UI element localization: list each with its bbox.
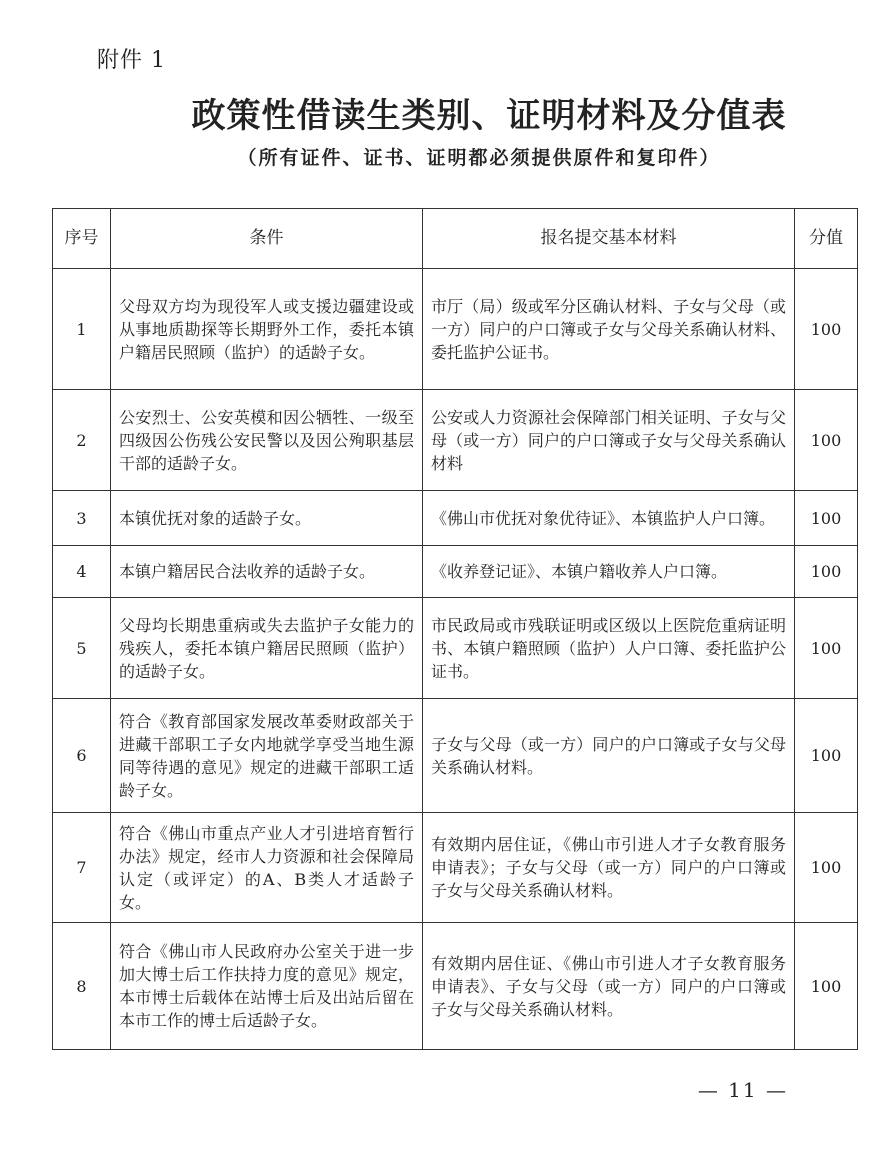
row-score: 100 xyxy=(795,813,858,923)
row-number: 3 xyxy=(53,491,111,546)
row-condition: 父母均长期患重病或失去监护子女能力的残疾人，委托本镇户籍居民照顾（监护）的适龄子女。 xyxy=(111,598,423,699)
column-header-score: 分值 xyxy=(795,209,858,269)
row-materials: 市民政局或市残联证明或区级以上医院危重病证明书、本镇户籍照顾（监护）人户口簿、委托监护公证书。 xyxy=(423,598,795,699)
row-score: 100 xyxy=(795,269,858,390)
row-condition: 符合《佛山市重点产业人才引进培育暂行办法》规定，经市人力资源和社会保障局认定（或评定）的A、B类人才适龄子女。 xyxy=(111,813,423,923)
document-title: 政策性借读生类别、证明材料及分值表 xyxy=(191,96,787,136)
row-number: 7 xyxy=(53,813,111,923)
row-condition: 本镇优抚对象的适龄子女。 xyxy=(111,491,423,546)
row-materials: 有效期内居住证，《佛山市引进人才子女教育服务申请表》；子女与父母（或一方）同户的户口簿或子女与父母关系确认材料。 xyxy=(423,813,795,923)
row-score: 100 xyxy=(795,491,858,546)
column-header-no: 序号 xyxy=(53,209,111,269)
row-materials: 有效期内居住证、《佛山市引进人才子女教育服务申请表》、子女与父母（或一方）同户的户口簿或子女与父母关系确认材料。 xyxy=(423,923,795,1050)
table-row xyxy=(53,923,858,1050)
table-row xyxy=(53,269,858,390)
row-condition: 符合《佛山市人民政府办公室关于进一步加大博士后工作扶持力度的意见》规定，本市博士后载体在站博士后及出站后留在本市工作的博士后适龄子女。 xyxy=(111,923,423,1050)
row-score: 100 xyxy=(795,390,858,491)
row-materials: 公安或人力资源社会保障部门相关证明、子女与父母（或一方）同户的户口簿或子女与父母关系确认材料 xyxy=(423,390,795,491)
row-number: 2 xyxy=(53,390,111,491)
table-row xyxy=(53,491,858,546)
table-row xyxy=(53,546,858,598)
row-materials: 市厅（局）级或军分区确认材料、子女与父母（或一方）同户的户口簿或子女与父母关系确认材料、委托监护公证书。 xyxy=(423,269,795,390)
attachment-label: 附件 1 xyxy=(97,48,166,73)
row-number: 1 xyxy=(53,269,111,390)
row-number: 8 xyxy=(53,923,111,1050)
page-number: — 11 — xyxy=(697,1078,788,1102)
row-condition: 本镇户籍居民合法收养的适龄子女。 xyxy=(111,546,423,598)
column-header-materials: 报名提交基本材料 xyxy=(423,209,795,269)
row-materials: 子女与父母（或一方）同户的户口簿或子女与父母关系确认材料。 xyxy=(423,699,795,813)
table-row xyxy=(53,598,858,699)
row-number: 6 xyxy=(53,699,111,813)
column-header-condition: 条件 xyxy=(111,209,423,269)
row-score: 100 xyxy=(795,923,858,1050)
row-condition: 父母双方均为现役军人或支援边疆建设或从事地质勘探等长期野外工作，委托本镇户籍居民照顾（监护）的适龄子女。 xyxy=(111,269,423,390)
row-score: 100 xyxy=(795,598,858,699)
document-subtitle: （所有证件、证书、证明都必须提供原件和复印件） xyxy=(237,147,721,169)
table-row xyxy=(53,813,858,923)
row-number: 5 xyxy=(53,598,111,699)
table-row xyxy=(53,699,858,813)
row-number: 4 xyxy=(53,546,111,598)
row-score: 100 xyxy=(795,546,858,598)
row-score: 100 xyxy=(795,699,858,813)
policy-table xyxy=(52,208,858,1050)
row-condition: 符合《教育部国家发展改革委财政部关于进藏干部职工子女内地就学享受当地生源同等待遇的意见》规定的进藏干部职工适龄子女。 xyxy=(111,699,423,813)
row-materials: 《收养登记证》、本镇户籍收养人户口簿。 xyxy=(423,546,795,598)
table-header-row xyxy=(53,209,858,269)
row-condition: 公安烈士、公安英模和因公牺牲、一级至四级因公伤残公安民警以及因公殉职基层干部的适龄子女。 xyxy=(111,390,423,491)
row-materials: 《佛山市优抚对象优待证》、本镇监护人户口簿。 xyxy=(423,491,795,546)
table-row xyxy=(53,390,858,491)
